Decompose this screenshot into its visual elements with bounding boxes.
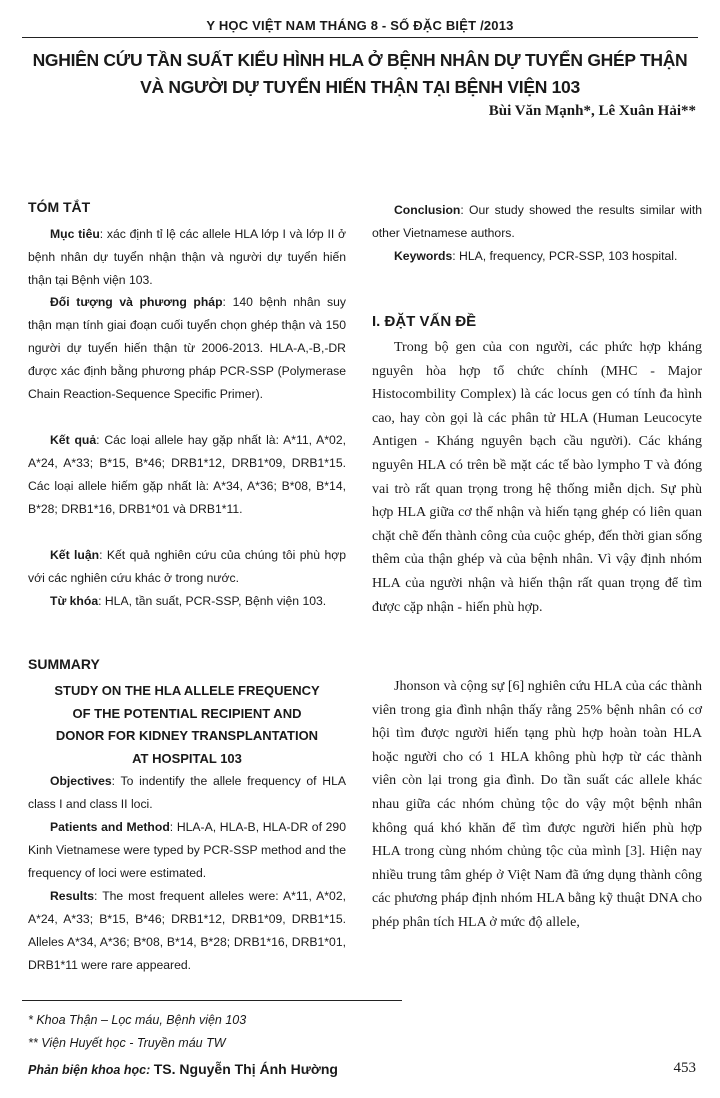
results-label: Kết quả	[50, 433, 97, 447]
reviewer-label: Phản biện khoa học:	[28, 1063, 151, 1077]
footnote-2: ** Viện Huyết học - Truyền máu TW	[28, 1036, 226, 1050]
header-rule	[22, 37, 698, 38]
authors: Bùi Văn Mạnh*, Lê Xuân Hải**	[488, 103, 696, 119]
summary-title-line-3: DONOR FOR KIDNEY TRANSPLANTATION	[55, 728, 319, 743]
en-methods-text: : HLA-A, HLA-B, HLA-DR of 290 Kinh Vietnamese were typed by PCR-SSP method and the frequency of loci were estimated.	[28, 820, 346, 880]
summary-title	[28, 680, 346, 770]
summary-heading: SUMMARY	[28, 656, 100, 672]
en-keywords-text: : HLA, frequency, PCR-SSP, 103 hospital.	[452, 249, 678, 263]
page-number: 453	[673, 1060, 696, 1076]
abstract-vi-methods	[28, 291, 346, 406]
en-conclusion-text: : Our study showed the results similar with other Vietnamese authors.	[372, 203, 702, 240]
reviewer-name: TS. Nguyễn Thị Ánh Hường	[153, 1061, 338, 1077]
abstract-vi-objective	[28, 223, 346, 292]
en-objectives-label: Objectives	[50, 774, 112, 788]
conclusion-label: Kết luận	[50, 548, 100, 562]
reviewer-line	[28, 1061, 338, 1077]
journal-header: Y HỌC VIỆT NAM THÁNG 8 - SỐ ĐẶC BIỆT /2013	[206, 18, 514, 33]
keywords-label: Từ khóa	[50, 594, 99, 608]
keywords-text: : HLA, tần suất, PCR-SSP, Bệnh viện 103.	[98, 594, 327, 608]
intro-paragraph-1: Trong bộ gen của con người, các phức hợp kháng nguyên hòa hợp tổ chức chính (MHC - Major Histocombility Complex) là các locus gen có tính đa hình cao, hay còn gọi là các phân tử HLA (Human Leucocyte Antigen - Kháng nguyên bạch cầu người). Các kháng nguyên HLA có trên bề mặt các tế bào lympho T và đóng vai trò rất quan trọng trong hệ thống miễn dịch. Sự phù hợp HLA giữa cơ thể nhận và hiến tạng ghép có liên quan chặt chẽ đến thành công của cuộc ghép, đến thời gian sống thêm của thận ghép và của bệnh nhân. Vì vậy định nhóm HLA của người nhận và hiến thận rất quan trọng để tìm được cặp nhận - hiến phù hợp.	[372, 340, 702, 615]
title-line-2: VÀ NGƯỜI DỰ TUYỂN HIẾN THẬN TẠI BỆNH VIỆN 103	[140, 77, 580, 97]
intro-paragraph-2: Jhonson và cộng sự [6] nghiên cứu HLA của các thành viên trong gia đình nhận thấy rằng 25% bệnh nhân có cơ hội tìm được người hiến tạng phù hợp hoàn toàn HLA hoặc người cho có 1 HLA không phù hợp từ các thành viên còn lại trong gia đình. Do tần suất các allele khác nhau giữa các nhóm chủng tộc do vậy một bệnh nhân không quá khó khăn để tìm được người hiến phù hợp HLA trong cùng nhóm chủng tộc của mình [3]. Hiện nay nhiều trung tâm ghép ở Việt Nam đã ứng dụng thành công các phương pháp định nhóm HLA bằng kỹ thuật DNA cho phép phân tích HLA ở mức độ allele,	[372, 679, 702, 930]
abstract-vi-conclusion	[28, 544, 346, 590]
en-objectives-text: : To indentify the allele frequency of HLA class I and class II loci.	[28, 774, 346, 811]
footnote-1: * Khoa Thận – Lọc máu, Bệnh viện 103	[28, 1013, 247, 1027]
summary-objectives	[28, 770, 346, 816]
summary-keywords	[372, 245, 702, 268]
summary-title-line-1: STUDY ON THE HLA ALLELE FREQUENCY	[54, 683, 320, 698]
summary-title-line-2: OF THE POTENTIAL RECIPIENT AND	[72, 705, 302, 721]
en-results-label: Results	[50, 889, 95, 903]
title-line-1: NGHIÊN CỨU TẦN SUẤT KIỂU HÌNH HLA Ở BỆNH NHÂN DỰ TUYỂN GHÉP THẬN	[32, 50, 688, 70]
summary-conclusion	[372, 199, 702, 245]
en-methods-label: Patients and Method	[50, 820, 170, 834]
abstract-vi-keywords	[28, 590, 346, 613]
results-text: : Các loại allele hay gặp nhất là: A*11, A*02, A*24, A*33; B*15, B*46; DRB1*12, DRB1*09, DRB1*15. Các loại allele hiếm gặp nhất là: A*34, A*36; B*08, B*14, B*28; DRB1*16, DRB1*01 và DRB1*11.	[28, 433, 346, 516]
summary-results	[28, 885, 346, 977]
methods-text: : 140 bệnh nhân suy thận mạn tính giai đoạn cuối tuyển chọn ghép thận và 150 người dự tuyển hiến thận từ 2006-2013. HLA-A,-B,-DR được xác định bằng phương pháp PCR-SSP (Polymerase Chain Reaction-Sequence Specific Primer).	[28, 295, 346, 401]
en-results-text: : The most frequent alleles were: A*11, A*02, A*24, A*33; B*15, B*46; DRB1*12, DRB1*09, DRB1*15. Alleles A*34, A*36; B*08, B*14, B*28; DRB1*16, DRB1*01, DRB1*11 were rare appeared.	[28, 889, 346, 972]
methods-label: Đối tượng và phương pháp	[50, 295, 223, 309]
footnote-rule	[22, 1000, 402, 1001]
conclusion-text: : Kết quả nghiên cứu của chúng tôi phù hợp với các nghiên cứu khác ở trong nước.	[28, 548, 347, 585]
article-title	[20, 47, 700, 101]
abstract-vi-results	[28, 429, 346, 521]
intro-heading: I. ĐẶT VẤN ĐỀ	[372, 313, 477, 330]
en-conclusion-label: Conclusion	[394, 203, 461, 217]
objective-text: : xác định tỉ lệ các allele HLA lớp I và lớp II ở bệnh nhân dự tuyển nhận thận và người dự tuyển hiến thận tại Bệnh viện 103.	[28, 227, 346, 287]
abstract-vi-heading: TÓM TẮT	[28, 199, 91, 215]
summary-methods	[28, 816, 346, 885]
objective-label: Mục tiêu	[50, 227, 100, 241]
en-keywords-label: Keywords	[394, 249, 453, 263]
summary-title-line-4: AT HOSPITAL 103	[132, 750, 242, 766]
